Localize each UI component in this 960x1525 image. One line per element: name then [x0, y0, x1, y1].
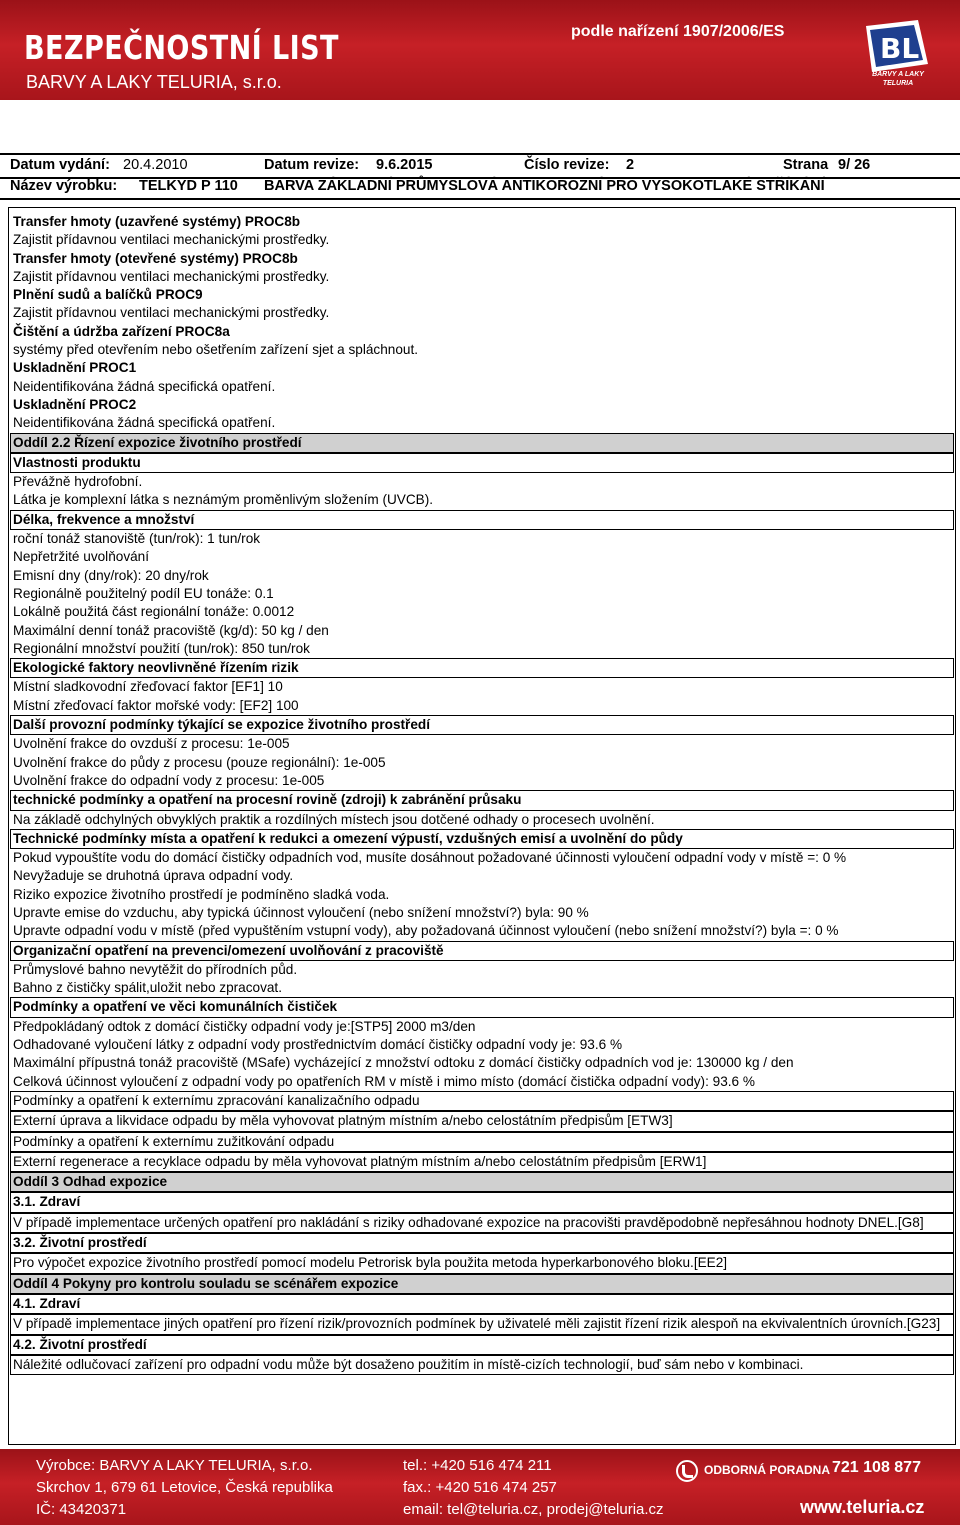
revision-number-value: 2 [626, 157, 635, 173]
content-line: Upravte emise do vzduchu, aby typická účinnost vyloučení (nebo snížení množství?) byla: 90 % [13, 904, 589, 920]
advice-label: ODBORNÁ PORADNA [704, 1463, 830, 1477]
content-line: Emisní dny (dny/rok): 20 dny/rok [13, 567, 209, 583]
content-line: Oddíl 2.2 Řízení expozice životního prostředí [10, 433, 954, 453]
content-line: V případě implementace určených opatření pro nakládání s riziky odhadované expozice na pracovišti pravděpodobně nepřesáhnou hodnoty DNEL.[G8] [10, 1213, 954, 1233]
content-line: Vlastnosti produktu [10, 453, 954, 473]
content-line: 3.2. Životní prostředí [10, 1233, 954, 1253]
logo-caption: BARVY A LAKY TELURIA [872, 71, 924, 87]
content-line: Pokud vypouštíte vodu do domácí čističky odpadních vod, musíte dosáhnout požadované účinnosti vyloučení odpadní vody v místě =: 0 % [13, 850, 847, 866]
content-line: Délka, frekvence a množství [10, 510, 954, 530]
phone-icon [676, 1460, 698, 1482]
content-line: Regionálně použitelný podíl EU tonáže: 0.1 [13, 585, 274, 601]
content-line: Převážně hydrofobní. [13, 474, 143, 490]
footer-email: email: tel@teluria.cz, prodej@teluria.cz [403, 1501, 664, 1518]
content-line: Podmínky a opatření k externímu zužitkování odpadu [10, 1132, 954, 1152]
company-name: BARVY A LAKY TELURIA, s.r.o. [26, 72, 282, 92]
content-line: Organizační opatření na prevenci/omezení uvolňování z pracoviště [10, 941, 954, 961]
dates-row [0, 157, 960, 177]
content-line: technické podmínky a opatření na procesní rovině (zdroji) k zabránění průsaku [10, 790, 954, 810]
content-line: Náležité odlučovací zařízení pro odpadní vodu může být dosaženo použitím in místě-cizích technologií, buď sám nebo v kombinaci. [10, 1355, 954, 1375]
content-line: Oddíl 4 Pokyny pro kontrolu souladu se scénářem expozice [10, 1274, 954, 1294]
footer-ico: IČ: 43420371 [36, 1501, 127, 1518]
content-line: Externí regenerace a recyklace odpadu by měla vyhovovat platným místním a/nebo celostátním předpisům [ERW1] [10, 1152, 954, 1172]
content-line: Pro výpočet expozice životního prostředí pomocí modelu Petrorisk byla použita metoda hyperkarbonového bloku.[EE2] [10, 1253, 954, 1273]
product-row [0, 178, 960, 198]
issue-date-value: 20.4.2010 [123, 157, 188, 173]
content-line: Bahno z čističky spálit,uložit nebo zpracovat. [13, 980, 282, 996]
footer-banner [0, 1449, 960, 1525]
exposure-scenario-content [8, 207, 956, 1445]
content-line: Uvolnění frakce do půdy z procesu (pouze regionální): 1e-005 [13, 754, 386, 770]
footer-web: www.teluria.cz [800, 1497, 925, 1517]
page-value: 9/ 26 [838, 157, 871, 173]
info-bottom-border [0, 198, 960, 200]
content-line: V případě implementace jiných opatření pro řízení rizik/provozních podmínek by uživatelé měli zajistit řízení rizik alespoň na ekvivalentních úrovních.[G23] [10, 1314, 954, 1334]
revision-date-label: Datum revize: [264, 157, 360, 173]
content-line: Látka je komplexní látka s neznámým proměnlivým složením (UVCB). [13, 492, 434, 508]
content-line: Zajistit přídavnou ventilaci mechanickými prostředky. [13, 268, 330, 284]
content-line: roční tonáž stanoviště (tun/rok): 1 tun/rok [13, 531, 261, 547]
revision-number-label: Číslo revize: [524, 157, 610, 173]
content-line: Uvolnění frakce do ovzduší z procesu: 1e-005 [13, 736, 290, 752]
content-line: Nepřetržité uvolňování [13, 549, 150, 565]
content-line: Ekologické faktory neovlivněné řízením rizik [10, 658, 954, 678]
footer-producer: Výrobce: BARVY A LAKY TELURIA, s.r.o. [36, 1457, 313, 1474]
content-line: Externí úprava a likvidace odpadu by měla vyhovovat platným místním a/nebo celostátním předpisům [ETW3] [10, 1111, 954, 1131]
content-line: Zajistit přídavnou ventilaci mechanickými prostředky. [13, 232, 330, 248]
content-line: Odhadované vyloučení látky z odpadní vody prostřednictvím domácí čističky odpadní vody je: 93.6 % [13, 1037, 623, 1053]
content-line: systémy před otevřením nebo ošetřením zařízení sjet a spláchnout. [13, 342, 418, 358]
document-title: BEZPEČNOSTNÍ LIST [24, 28, 339, 67]
content-line: Upravte odpadní vodu v místě (před vypuštěním vstupní vody), aby požadovaná účinnost vyloučení (nebo snížení množství?) byla =: 0 % [13, 923, 839, 939]
footer-address: Skrchov 1, 679 61 Letovice, Česká republika [36, 1479, 333, 1496]
content-line: Lokálně použitá část regionální tonáže: 0.0012 [13, 604, 295, 620]
content-line: Celková účinnost vyloučení z odpadní vody po opatřeních RM v místě i mimo místo (domácí čistička odpadní vody): 93.6 % [13, 1073, 755, 1089]
content-line: Místní zřeďovací faktor mořské vody: [EF2] 100 [13, 697, 299, 713]
regulation-label: podle nařízení 1907/2006/ES [571, 23, 785, 40]
content-line: Podmínky a opatření ve věci komunálních čističek [10, 997, 954, 1017]
content-line: Transfer hmoty (uzavřené systémy) PROC8b [13, 214, 301, 229]
content-line: Maximální denní tonáž pracoviště (kg/d): 50 kg / den [13, 622, 329, 638]
content-line: Regionální množství použití (tun/rok): 850 tun/rok [13, 640, 310, 656]
content-line: 4.2. Životní prostředí [10, 1335, 954, 1355]
content-line: Technické podmínky místa a opatření k redukci a omezení výpustí, vzdušných emisí a uvolnění do půdy [10, 829, 954, 849]
content-line: Podmínky a opatření k externímu zpracování kanalizačního odpadu [10, 1091, 954, 1111]
content-line: Místní sladkovodní zřeďovací faktor [EF1] 10 [13, 679, 283, 695]
content-line: Transfer hmoty (otevřené systémy) PROC8b [13, 250, 298, 266]
header-banner [0, 0, 960, 100]
content-line: Maximální přípustná tonáž pracoviště (MSafe) vycházející z množství odtoku z domácí čističky odpadních vod je: 130000 kg / den [13, 1055, 794, 1071]
content-line: Plnění sudů a balíčků PROC9 [13, 287, 203, 303]
content-line: Předpokládaný odtok z domácí čističky odpadní vody je:[STP5] 2000 m3/den [13, 1018, 476, 1034]
content-line: Čištění a údržba zařízení PROC8a [13, 323, 230, 339]
advice-number: 721 108 877 [832, 1459, 921, 1476]
content-line: Zajistit přídavnou ventilaci mechanickými prostředky. [13, 305, 330, 321]
content-line: Nevyžaduje se druhotná úprava odpadní vody. [13, 868, 294, 884]
revision-date-value: 9.6.2015 [376, 157, 433, 173]
issue-date-label: Datum vydání: [10, 157, 110, 173]
product-name: BARVA ZÁKLADNÍ PRŮMYSLOVÁ ANTIKOROZNÍ PRO VYSOKOTLAKÉ STŘÍKÁNÍ [264, 178, 825, 194]
content-line: Průmyslové bahno nevytěžit do přírodních půd. [13, 961, 298, 977]
info-top-border [0, 153, 960, 155]
footer-tel: tel.: +420 516 474 211 [403, 1457, 552, 1474]
page-label: Strana [783, 157, 829, 173]
product-code: TELKYD P 110 [139, 178, 238, 194]
content-line: Další provozní podmínky týkající se expozice životního prostředí [10, 715, 954, 735]
content-line: Oddíl 3 Odhad expozice [10, 1172, 954, 1192]
content-line: Na základě odchylných obvyklých praktik a rozdílných místech jsou dotčené odhady o procesech uvolnění. [13, 811, 655, 827]
content-line: Uskladnění PROC2 [13, 396, 137, 412]
product-label: Název výrobku: [10, 178, 118, 194]
content-line: 4.1. Zdraví [10, 1294, 954, 1314]
content-line: Uvolnění frakce do odpadní vody z procesu: 1e-005 [13, 772, 325, 788]
logo-letters: BL [880, 32, 920, 65]
content-line: Riziko expozice životního prostředí je podmíněno sladká voda. [13, 886, 390, 902]
content-line: Neidentifikována žádná specifická opatření. [13, 415, 276, 431]
content-line: 3.1. Zdraví [10, 1192, 954, 1212]
footer-fax: fax.: +420 516 474 257 [403, 1479, 557, 1496]
content-line: Uskladnění PROC1 [13, 360, 137, 376]
content-line: Neidentifikována žádná specifická opatření. [13, 378, 276, 394]
